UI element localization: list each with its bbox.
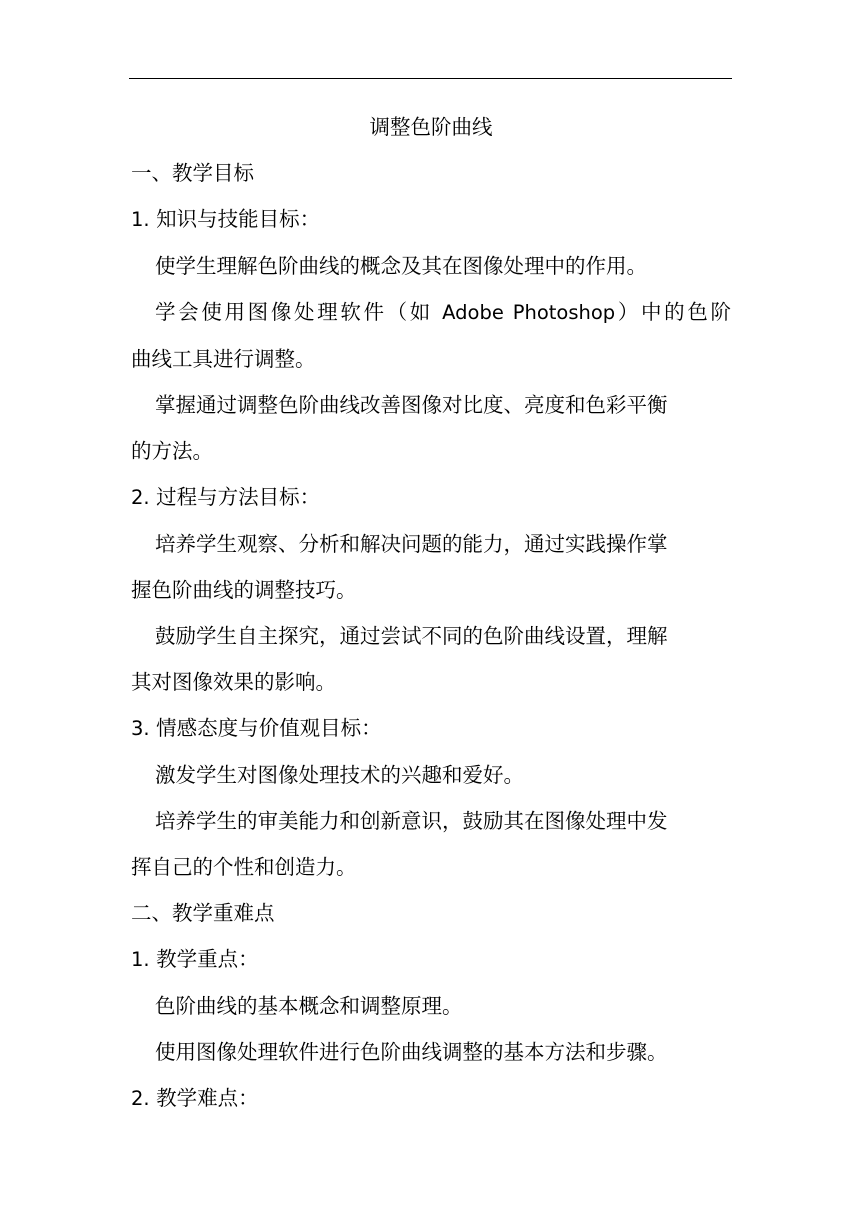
- paragraph-line: 掌握通过调整色阶曲线改善图像对比度、亮度和色彩平衡: [155, 393, 668, 417]
- subsection-title: 情感态度与价值观目标：: [156, 716, 382, 740]
- paragraph-line: 鼓励学生自主探究，通过尝试不同的色阶曲线设置，理解: [155, 624, 668, 648]
- subsection-heading: [131, 474, 731, 521]
- paragraph-line: [131, 289, 731, 336]
- paragraph-line: 的方法。: [131, 439, 213, 463]
- header-rule: [129, 78, 732, 79]
- subsection-heading: [131, 936, 731, 983]
- list-number: 2.: [131, 486, 150, 509]
- subsection-heading: [131, 196, 731, 243]
- paragraph-line: 曲线工具进行调整。: [131, 347, 316, 371]
- subsection-title: 教学难点：: [156, 1086, 259, 1110]
- list-number: 3.: [131, 717, 150, 740]
- paragraph-line: 培养学生的审美能力和创新意识，鼓励其在图像处理中发: [155, 809, 668, 833]
- list-number: 1.: [131, 208, 150, 231]
- subsection-title: 知识与技能目标：: [156, 207, 321, 231]
- text-run: ）中的色阶: [615, 300, 731, 324]
- list-number: 2.: [131, 1087, 150, 1110]
- subsection-heading: [131, 1075, 731, 1122]
- paragraph-line: 培养学生观察、分析和解决问题的能力，通过实践操作掌: [155, 532, 668, 556]
- paragraph-line: 握色阶曲线的调整技巧。: [131, 578, 357, 602]
- paragraph-line: 挥自己的个性和创造力。: [131, 855, 357, 879]
- subsection-heading: [131, 705, 731, 752]
- document-body: [131, 104, 731, 1122]
- subsection-title: 过程与方法目标：: [156, 485, 321, 509]
- list-number: 1.: [131, 948, 150, 971]
- paragraph: 色阶曲线的基本概念和调整原理。: [155, 994, 463, 1018]
- section-heading: 二、教学重难点: [131, 901, 275, 925]
- subsection-title: 教学重点：: [156, 947, 259, 971]
- text-run: 学会使用图像处理软件（如: [155, 300, 433, 324]
- paragraph: 激发学生对图像处理技术的兴趣和爱好。: [155, 763, 524, 787]
- paragraph: 使用图像处理软件进行色阶曲线调整的基本方法和步骤。: [155, 1040, 668, 1064]
- software-name: Adobe Photoshop: [442, 301, 616, 324]
- section-heading: 一、教学目标: [131, 161, 254, 185]
- document-title: 调整色阶曲线: [369, 115, 493, 139]
- paragraph: 使学生理解色阶曲线的概念及其在图像处理中的作用。: [155, 254, 647, 278]
- paragraph-line: 其对图像效果的影响。: [131, 670, 336, 694]
